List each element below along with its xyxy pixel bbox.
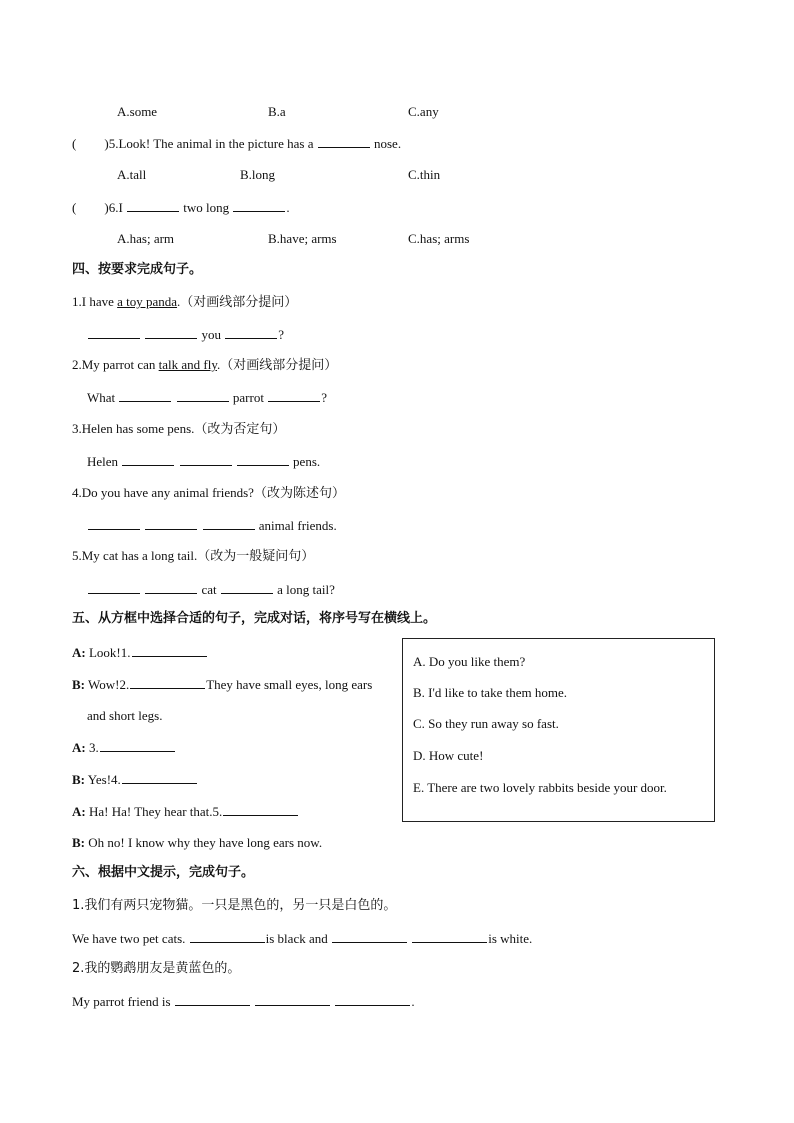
p4-question-4 (72, 486, 345, 499)
dialogue-line-1 (72, 645, 208, 659)
answer-blank[interactable] (119, 390, 171, 402)
box-option-e: E. There are two lovely rabbits beside your door. (413, 780, 667, 795)
dialogue-line-6 (72, 836, 322, 849)
p6-chinese-2: 2.我的鹦鹉朋友是黄蓝色的。 (72, 961, 241, 976)
question-text: 1.I have (72, 294, 114, 309)
question-text: Look! The animal in the picture has a (118, 136, 314, 151)
sentence-end: is white. (488, 931, 533, 946)
instruction-hint: （改为一般疑问句） (197, 548, 315, 563)
p4-answer-1 (87, 327, 284, 341)
answer-blank[interactable] (145, 327, 197, 339)
answer-blank[interactable] (203, 518, 255, 530)
paren-close: ) (104, 136, 109, 151)
p6-chinese-1: 1.我们有两只宠物猫。一只是黑色的，另一只是白色的。 (72, 898, 397, 913)
instruction-hint: （改为陈述句） (253, 485, 345, 500)
answer-blank[interactable] (180, 454, 232, 466)
dialogue-text-end: They have small eyes, long ears (206, 677, 373, 692)
answer-blank[interactable] (225, 327, 277, 339)
speaker: A: (72, 740, 86, 755)
paren-open: ( (72, 200, 77, 215)
answer-blank[interactable] (335, 994, 410, 1006)
answer-blank[interactable] (221, 582, 273, 594)
speaker: B: (72, 835, 85, 850)
dialogue-line-5 (72, 804, 299, 818)
answer-word: parrot (232, 390, 264, 405)
sentence-start: We have two pet cats. (72, 931, 186, 946)
q5-option-b: B.long (240, 167, 276, 182)
dialogue-text: Wow!2. (88, 677, 130, 692)
answer-blank[interactable] (88, 518, 140, 530)
speaker: A: (72, 645, 86, 660)
answer-word: cat (201, 582, 217, 597)
question-text: I (118, 200, 123, 215)
box-option-b: B. I'd like to take them home. (413, 685, 567, 700)
dialogue-text: 3. (88, 740, 99, 755)
answer-blank[interactable] (177, 390, 229, 402)
paren-open: ( (72, 136, 77, 151)
answer-blank[interactable] (332, 931, 407, 943)
q6-option-c: C.has; arms (408, 231, 470, 246)
answer-blank[interactable] (233, 200, 285, 212)
answer-blank[interactable] (122, 454, 174, 466)
question-text: 4.Do you have any animal friends? (72, 485, 254, 500)
answer-end: pens. (293, 454, 321, 469)
question-text-end: . (286, 200, 290, 215)
section-6-heading: 六、根据中文提示，完成句子。 (72, 865, 255, 880)
underlined-phrase: talk and fly (158, 357, 218, 372)
instruction-hint: （对画线部分提问） (180, 294, 298, 309)
instruction-hint: （对画线部分提问） (220, 357, 338, 372)
q6-option-b: B.have; arms (268, 231, 337, 246)
period: . (217, 357, 221, 372)
question-text: 3.Helen has some pens. (72, 421, 195, 436)
question-text: 5.My cat has a long tail. (72, 548, 198, 563)
answer-start: Helen (87, 454, 119, 469)
question-text-end: nose. (374, 136, 402, 151)
answer-word: you (201, 327, 221, 342)
box-option-d: D. How cute! (413, 748, 484, 763)
answer-end: ? (278, 327, 285, 342)
dialogue-text: Look!1. (88, 645, 131, 660)
question-number: 5. (108, 136, 119, 151)
question-6 (72, 200, 290, 214)
p4-question-3 (72, 422, 285, 435)
q4-option-c: C.any (408, 104, 439, 119)
section-5-heading: 五、从方框中选择合适的句子，完成对话，将序号写在横线上。 (72, 611, 437, 626)
answer-end: animal friends. (258, 518, 337, 533)
paren-close: ) (104, 200, 109, 215)
box-option-c: C. So they run away so fast. (413, 716, 559, 731)
q4-option-b: B.a (268, 104, 286, 119)
underlined-phrase: a toy panda (117, 294, 178, 309)
q6-option-a: A.has; arm (117, 231, 175, 246)
answer-blank[interactable] (190, 931, 265, 943)
question-text: 2.My parrot can (72, 357, 156, 372)
sentence-start: My parrot friend is (72, 994, 171, 1009)
period: . (177, 294, 181, 309)
answer-blank[interactable] (175, 994, 250, 1006)
p6-answer-2 (72, 994, 415, 1008)
answer-blank[interactable] (88, 327, 140, 339)
section-4-heading: 四、按要求完成句子。 (72, 262, 203, 277)
answer-end: ? (321, 390, 327, 405)
speaker: B: (72, 772, 85, 787)
q5-option-a: A.tall (117, 167, 147, 182)
sentence-mid: is black and (265, 931, 328, 946)
p4-answer-5 (87, 582, 335, 596)
dialogue-text: Ha! Ha! They hear that.5. (88, 804, 223, 819)
speaker: A: (72, 804, 86, 819)
answer-blank[interactable] (132, 645, 207, 657)
answer-blank[interactable] (145, 518, 197, 530)
p4-answer-4 (87, 518, 337, 532)
p4-question-1 (72, 295, 297, 308)
answer-blank[interactable] (122, 772, 197, 784)
answer-blank[interactable] (127, 200, 179, 212)
answer-blank[interactable] (88, 582, 140, 594)
answer-blank[interactable] (145, 582, 197, 594)
q4-option-a: A.some (117, 104, 158, 119)
dialogue-text: Yes!4. (87, 772, 121, 787)
answer-blank[interactable] (268, 390, 320, 402)
p4-answer-3 (87, 454, 320, 468)
question-5 (72, 136, 401, 150)
sentence-end: . (411, 994, 415, 1009)
box-option-a: A. Do you like them? (413, 654, 526, 669)
p4-question-2 (72, 358, 337, 371)
answer-start: What (87, 390, 116, 405)
answer-blank[interactable] (255, 994, 330, 1006)
p4-question-5 (72, 549, 314, 562)
answer-blank[interactable] (237, 454, 289, 466)
question-number: 6. (108, 200, 119, 215)
instruction-hint: （改为否定句） (194, 421, 286, 436)
dialogue-line-2-cont: and short legs. (87, 708, 163, 723)
answer-blank[interactable] (318, 136, 370, 148)
answer-blank[interactable] (100, 740, 175, 752)
question-text-mid: two long (183, 200, 230, 215)
speaker: B: (72, 677, 85, 692)
dialogue-line-2 (72, 677, 372, 691)
p4-answer-2 (87, 390, 327, 404)
dialogue-line-4 (72, 772, 198, 786)
answer-blank[interactable] (223, 804, 298, 816)
p6-answer-1 (72, 931, 532, 945)
q5-option-c: C.thin (408, 167, 441, 182)
dialogue-text: Oh no! I know why they have long ears now. (88, 835, 323, 850)
answer-blank[interactable] (130, 677, 205, 689)
options-box (402, 638, 715, 822)
dialogue-line-3 (72, 740, 176, 754)
answer-blank[interactable] (412, 931, 487, 943)
answer-end: a long tail? (277, 582, 335, 597)
